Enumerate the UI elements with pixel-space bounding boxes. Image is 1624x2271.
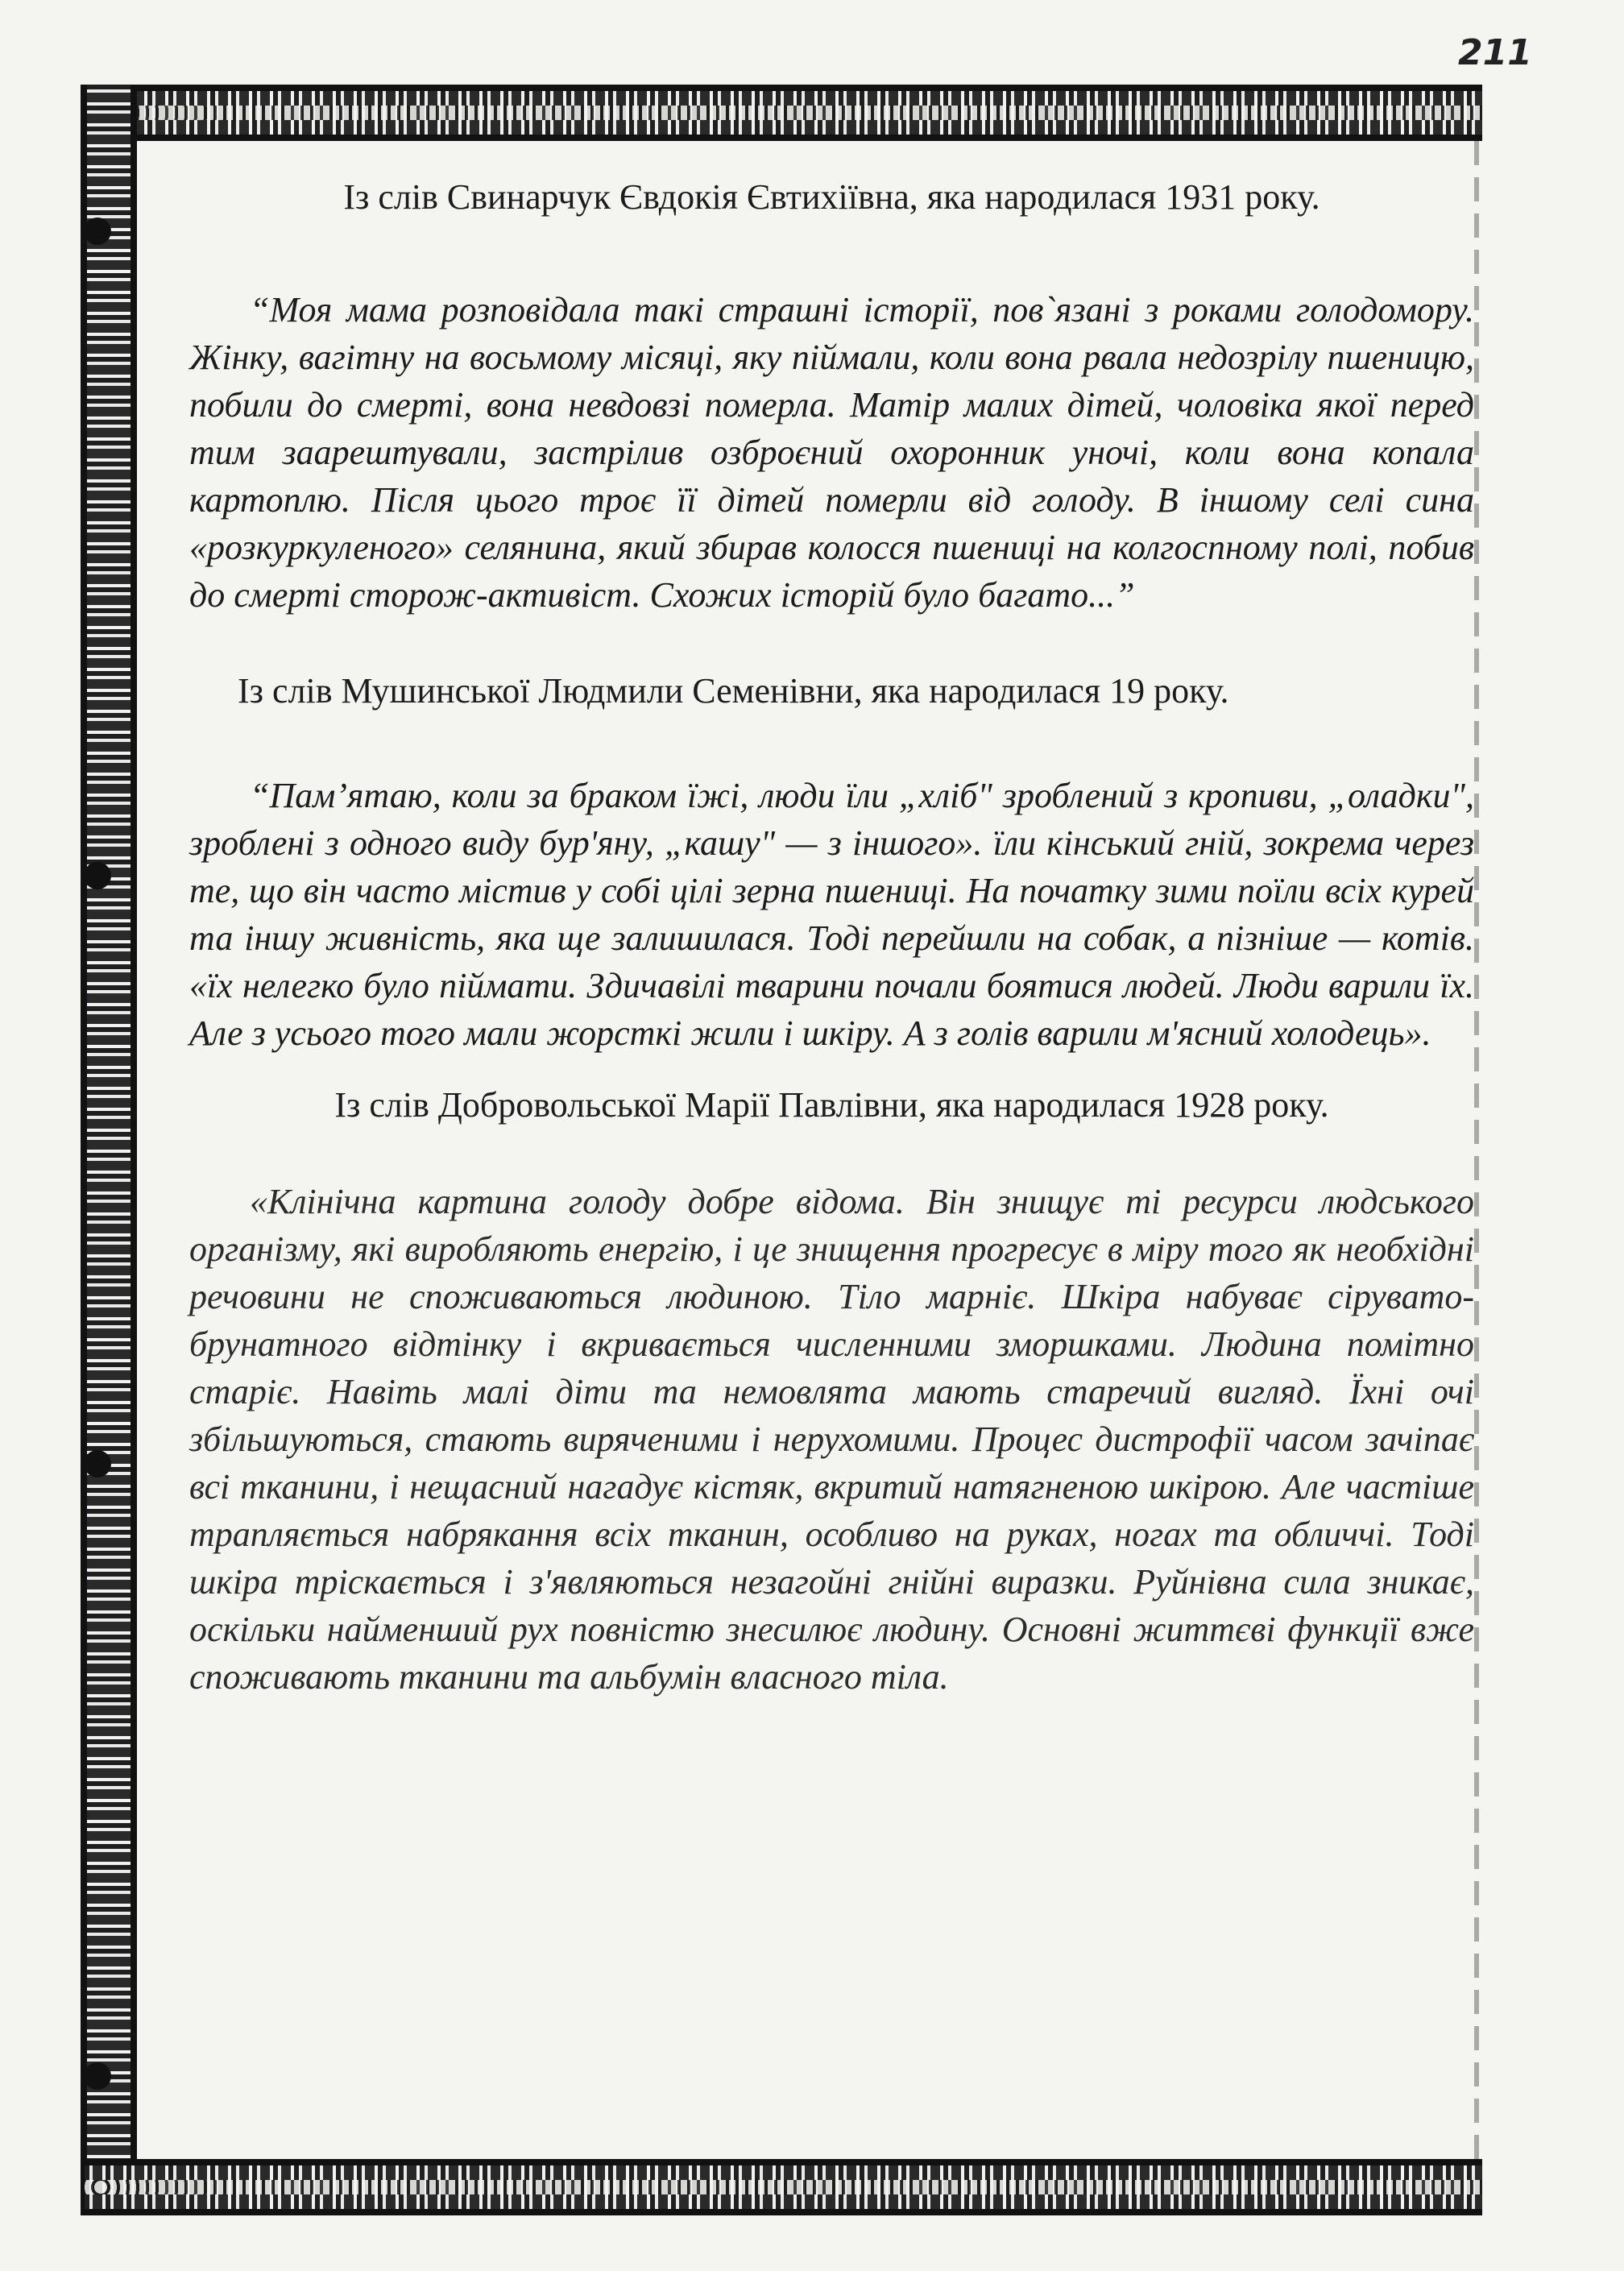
section-heading: Із слів Мушинської Людмили Семенівни, яка народилася 19 року. — [238, 671, 1229, 711]
testimony-quote: “Моя мама розповідала такі страшні історії, пов`язані з роками голодомору. Жінку, вагітну на восьмому місяці, яку піймали, коли вона рвала недозрілу пшеницю, побили до смерті, вона невдовзі померла. Матір малих дітей, чоловіка якої перед тим заарештували, застрілив озброєний охоронник уночі, коли вона копала картоплю. Після цього троє її дітей померли від голоду. В іншому селі сина «розкуркуленого» селянина, який збирав колосся пшениці на колгоспному полі, побив до смерті сторож-активіст. Схожих історій було багато...” — [189, 290, 1474, 615]
punch-hole — [84, 1450, 111, 1477]
punch-hole — [84, 218, 111, 245]
testimony-quote: “Пам’ятаю, коли за браком їжі, люди їли „хліб" зроблений з кропиви, „оладки", зроблені з одного виду бур'яну, „кашу" — з іншого». їли кінський гній, зокрема через те, що він часто містив у собі цілі зерна пшениці. На початку зими поїли всіх курей та іншу живність, яка ще залишилася. Тоді перейшли на собак, а пізніше — котів. «їх нелегко було піймати. Здичавілі тварини почали боятися людей. Люди варили їх. Але з усього того мали жорсткі жили і шкіру. А з голів варили м'ясний холодець». — [189, 776, 1474, 1053]
border-right-faded — [1474, 141, 1479, 2159]
punch-hole — [84, 862, 111, 889]
punch-hole — [84, 2062, 111, 2090]
ornamental-border-top — [85, 85, 1482, 141]
page-number: 211 — [1458, 32, 1532, 73]
section-heading: Із слів Свинарчук Євдокія Євтихіївна, яка народилася 1931 року. — [343, 177, 1320, 217]
document-body — [189, 173, 1474, 1701]
ornamental-border-left — [81, 85, 137, 2215]
ornamental-border-bottom — [85, 2159, 1482, 2215]
section-heading: Із слів Добровольської Марії Павлівни, яка народилася 1928 року. — [334, 1085, 1329, 1125]
testimony-quote: «Клінічна картина голоду добре відома. Він знищує ті ресурси людського організму, які виробляють енергію, і це знищення прогресує в міру того як необхідні речовини не споживаються людиною. Тіло марніє. Шкіра набуває сірувато-брунатного відтінку і вкривається численними зморшками. Людина помітно старіє. Навіть малі діти та немовлята мають старечий вигляд. Їхні очі збільшуються, стають виряченими і нерухомими. Процес дистрофії часом зачіпає всі тканини, і нещасний нагадує кістяк, вкритий натягненою шкірою. Але частіше трапляється набрякання всіх тканин, особливо на руках, ногах та обличчі. Тоді шкіра тріскається і з'являються незагойні гнійні виразки. Руйнівна сила зникає, оскільки найменший рух повністю знесилює людину. Основні життєві функції вже споживають тканини та альбумін власного тіла. — [189, 1182, 1474, 1697]
